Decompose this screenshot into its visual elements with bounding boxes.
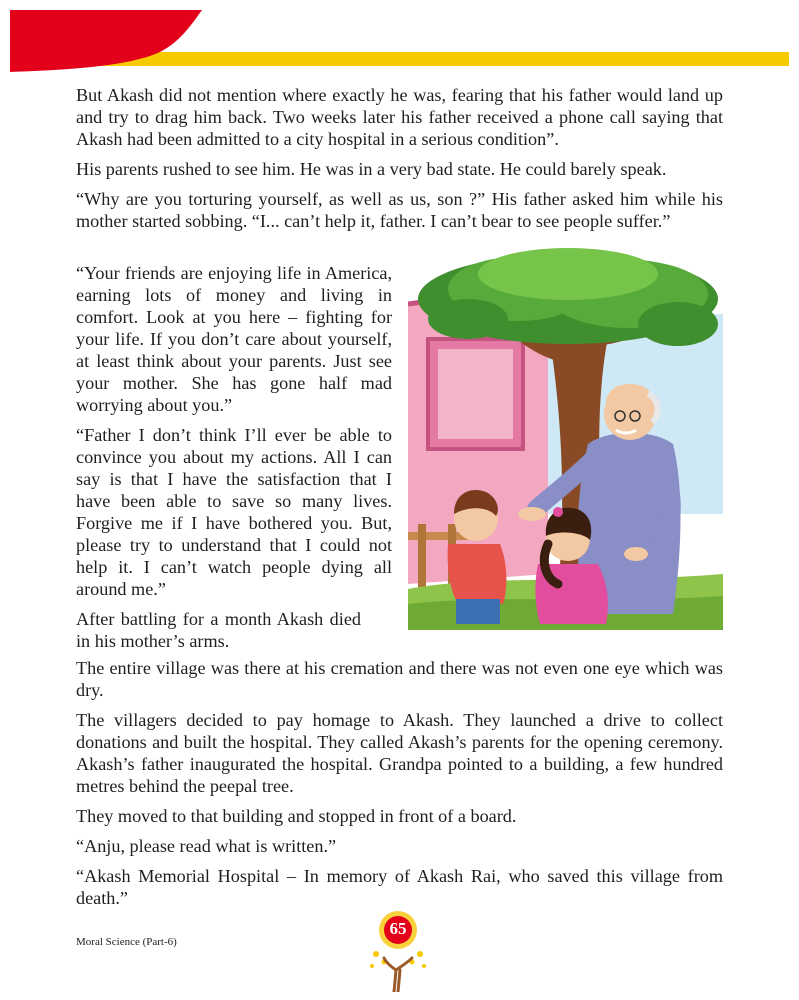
paragraph: They moved to that building and stopped in front of a board. [76,806,517,826]
text-block-bottom [76,657,723,917]
paragraph: After battling for a month Akash died in his mother’s arms. [76,609,361,651]
paragraph: “Anju, please read what is written.” [76,836,337,856]
paragraph: “Father I don’t think I’ll ever be able to convince you about my actions. All I can say is that I have the satisfaction that I have been able to save so many lives. Forgive me if I have bothered you. But, please try to understand that I could not help it. I can’t watch people dying all around me.” [76,425,392,599]
story-illustration [408,244,723,630]
paragraph: “Why are you torturing yourself, as well as us, son ?” His father asked him while his mother started sobbing. “I... can’t help it, father. I can’t bear to see people suffer.” [76,189,723,231]
page-number: 65 [389,919,407,938]
header-red-shape [10,10,210,72]
paragraph: But Akash did not mention where exactly he was, fearing that his father would land up and try to drag him back. Two weeks later his father received a phone call saying that Akash had been admitted to a city hospital in a serious condition”. [76,85,723,149]
book-title: Moral Science (Part-6) [76,936,177,948]
paragraph: The villagers decided to pay homage to Akash. They launched a drive to collect donations and built the hospital. They called Akash’s parents for the opening ceremony. Akash’s father inaugurated the hospital. Grandpa pointed to a building, a few hundred metres behind the peepal tree. [76,710,723,796]
paragraph: The entire village was there at his cremation and there was not even one eye which was dry. [76,658,723,700]
paragraph: His parents rushed to see him. He was in a very bad state. He could barely speak. [76,159,667,179]
paragraph: “Your friends are enjoying life in America, earning lots of money and living in comfort. Look at you here – fighting for your life. If you don’t care about yourself, at least think about your parents. Just see your mother. She has gone half mad worrying about you.” [76,263,392,415]
paragraph: “Akash Memorial Hospital – In memory of Akash Rai, who saved this village from death.” [76,866,723,908]
text-block-side [76,262,392,660]
text-block-top [76,84,723,240]
